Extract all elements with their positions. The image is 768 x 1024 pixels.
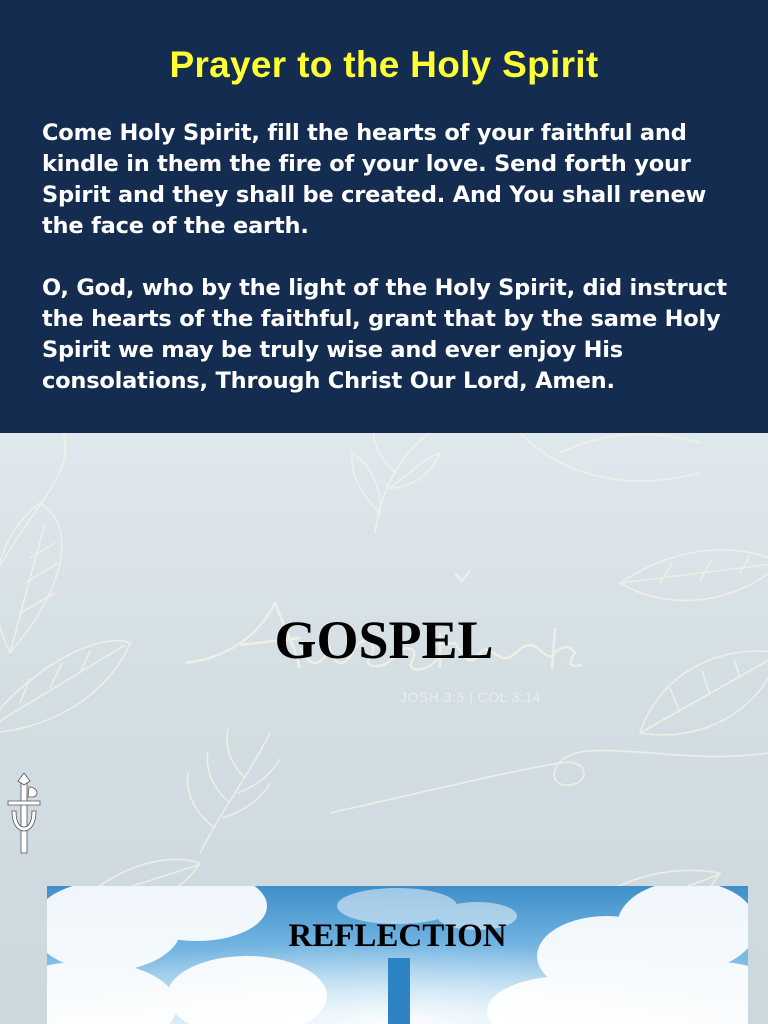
prayer-slide [0,0,768,433]
prayer-title: Prayer to the Holy Spirit [169,44,599,85]
prayer-paragraph-1: Come Holy Spirit, fill the hearts of your faithful and kindle in them the fire of your love. Send forth your Spirit and they shall be created. And You shall renew the face of the earth. [42,120,707,239]
gospel-title: GOSPEL [274,610,494,670]
scripture-reference: JOSH 3:5 | COL 3:14 [400,689,542,705]
reflection-slide [47,886,748,1024]
cloud-sky-with-cross-icon [47,886,748,1024]
prayer-paragraph-2: O, God, who by the light of the Holy Spirit, did instruct the hearts of the faithful, grant that by the same Holy Spirit we may be truly wise and ever enjoy His consolations, Through Christ Our Lord, Amen. [42,275,727,394]
church-cross-logo-icon [4,773,46,855]
reflection-title: REFLECTION [288,918,507,954]
